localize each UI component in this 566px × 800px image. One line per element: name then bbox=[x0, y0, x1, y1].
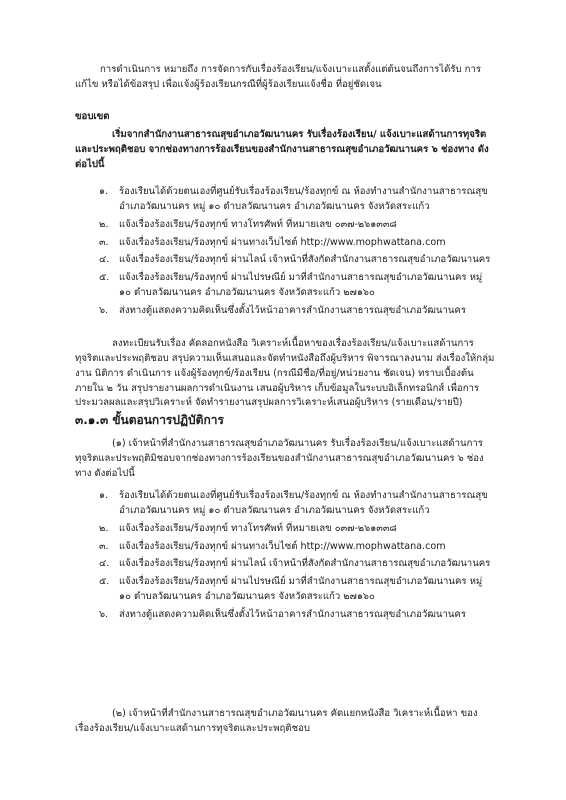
list-item-number: ๔. bbox=[99, 558, 110, 570]
intro-paragraph: การดำเนินการ หมายถึง การจัดการกับเรื่องร้องเรียน/แจ้งเบาะแสตั้งแต่ต้นจนถึงการได้รับ การ แก้ไข หรือได้ข้อสรุป เพื่อแจ้งผู้ร้องเรียนกรณีที่ผู้ร้องเรียนแจ้งชื่อ ที่อยู่ชัดเจน bbox=[75, 64, 482, 90]
list-item-text: ส่งทางตู้แสดงความคิดเห็นซึ่งตั้งไว้หน้าอาคารสำนักงานสาธารณสุขอำเภอวัฒนานคร bbox=[119, 305, 466, 317]
list-item-text: ร้องเรียนได้ด้วยตนเองที่ศูนย์รับเรื่องร้องเรียน/ร้องทุกข์ ณ ห้องทำงานสำนักงานสาธารณสุขอำเภอวัฒนานคร หมู่ ๑๐ ตำบลวัฒนานคร อำเภอวัฒนานคร จังหวัดสระแก้ว bbox=[119, 186, 488, 212]
list-item-text: แจ้งเรื่องร้องเรียน/ร้องทุกข์ ผ่านทางเว็บไซต์ http://www.mophwattana.com bbox=[119, 540, 446, 552]
scope-channel-list bbox=[99, 185, 494, 322]
procedure-step-1: (๑) เจ้าหน้าที่สำนักงานสาธารณสุขอำเภอวัฒนานคร รับเรื่องร้องเรียน/แจ้งเบาะแสด้านการทุจริตและประพฤติมิชอบจากช่องทางการร้องเรียนของสำนักงานสาธารณสุขอำเภอวัฒนานคร ๖ ช่องทาง ดังต่อไปนี้ bbox=[75, 438, 484, 479]
list-item-number: ๑. bbox=[99, 490, 109, 501]
list-item bbox=[99, 489, 494, 519]
list-item-number: ๓. bbox=[99, 236, 109, 248]
list-item-text: ร้องเรียนได้ด้วยตนเองที่ศูนย์รับเรื่องร้องเรียน/ร้องทุกข์ ณ ห้องทำงานสำนักงานสาธารณสุขอำเภอวัฒนานคร หมู่ ๑๐ ตำบลวัฒนานคร อำเภอวัฒนานคร จังหวัดสระแก้ว bbox=[119, 490, 488, 516]
register-paragraph: ลงทะเบียนรับเรื่อง คัดลอกหนังสือ วิเคราะห์เนื้อหาของเรื่องร้องเรียน/แจ้งเบาะแสด้านการ ทุจริตและประพฤติชอบ สรุปความเห็นเสนอและจัดทำหนังสือถึงผู้บริหาร พิจารณาลงนาม ส่งเรื่องให้กลุ่มงาน นิติการ ดำเนินการ แจ้งผู้ร้องทุกข์/ร้องเรียน (กรณีมีชื่อ/ที่อยู่/หน่วยงาน ชัดเจน) ทราบเบื้องต้นภายใน ๒ วัน สรุปรายงานผลการดำเนินงาน เสนอผู้บริหาร เก็บข้อมูลในระบบอิเล็กทรอนิกส์ เพื่อการ ประมวลผลและสรุปวิเคราะห์ จัดทำรายงานสรุปผลการวิเคราะห์เสนอผู้บริหาร (รายเดือน/รายปี) bbox=[75, 338, 495, 409]
list-item-text: แจ้งเรื่องร้องเรียน/ร้องทุกข์ ผ่านทางเว็บไซต์ http://www.mophwattana.com bbox=[119, 236, 446, 248]
list-item-text: แจ้งเรื่องร้องเรียน/ร้องทุกข์ ผ่านไปรษณีย์ มาที่สำนักงานสาธารณสุขอำเภอวัฒนานคร หมู่ ๑๐ ตำบลวัฒนานคร อำเภอวัฒนานคร จังหวัดสระแก้ว ๒๗๑๖๐ bbox=[119, 272, 483, 299]
list-item-text: แจ้งเรื่องร้องเรียน/ร้องทุกข์ ผ่านไลน์ เจ้าหน้าที่สังกัดสำนักงานสาธารณสุขอำเภอวัฒนานคร bbox=[119, 558, 491, 570]
list-item bbox=[99, 304, 494, 319]
scope-paragraph: เริ่มจากสำนักงานสาธารณสุขอำเภอวัฒนานคร รับเรื่องร้องเรียน/ แจ้งเบาะแสด้านการทุจริตและประพฤติชอบ จากช่องทางการร้องเรียนของสำนักงานสาธารณสุขอำเภอวัฒนานคร ๖ ช่องทาง ดังต่อไปนี้ bbox=[75, 129, 489, 170]
procedure-step-2: (๒) เจ้าหน้าที่สำนักงานสาธารณสุขอำเภอวัฒนานคร คัดแยกหนังสือ วิเคราะห์เนื้อหา ของเรื่องร้องเรียน/แจ้งเบาะแสด้านการทุจริตและประพฤติชอบ bbox=[75, 708, 478, 734]
list-item bbox=[99, 540, 494, 555]
list-item bbox=[99, 575, 494, 605]
scope-heading: ขอบเขต bbox=[75, 111, 110, 122]
list-item bbox=[99, 185, 494, 215]
list-item-number: ๔. bbox=[99, 254, 110, 266]
list-item-number: ๓. bbox=[99, 540, 109, 552]
list-item bbox=[99, 253, 494, 268]
list-item-text: แจ้งเรื่องร้องเรียน/ร้องทุกข์ ผ่านไลน์ เจ้าหน้าที่สังกัดสำนักงานสาธารณสุขอำเภอวัฒนานคร bbox=[119, 254, 491, 266]
list-item bbox=[99, 608, 494, 623]
list-item-number: ๕. bbox=[99, 576, 110, 588]
list-item bbox=[99, 271, 494, 301]
list-item-number: ๖. bbox=[99, 305, 109, 317]
list-item-number: ๒. bbox=[99, 522, 109, 534]
list-item-text: แจ้งเรื่องร้องเรียน/ร้องทุกข์ ทางโทรศัพท์ ที่หมายเลข ๐๓๗-๒๖๑๓๓๘ bbox=[119, 522, 397, 534]
list-item-number: ๑. bbox=[99, 186, 109, 197]
list-item bbox=[99, 236, 494, 251]
list-item bbox=[99, 218, 494, 233]
list-item-text: แจ้งเรื่องร้องเรียน/ร้องทุกข์ ทางโทรศัพท์ ที่หมายเลข ๐๓๗-๒๖๑๓๓๘ bbox=[119, 218, 397, 230]
list-item bbox=[99, 522, 494, 537]
list-item-text: แจ้งเรื่องร้องเรียน/ร้องทุกข์ ผ่านไปรษณีย์ มาที่สำนักงานสาธารณสุขอำเภอวัฒนานคร หมู่ ๑๐ ตำบลวัฒนานคร อำเภอวัฒนานคร จังหวัดสระแก้ว ๒๗๑๖๐ bbox=[119, 576, 483, 603]
procedure-channel-list bbox=[99, 489, 494, 626]
list-item-number: ๖. bbox=[99, 609, 109, 621]
list-item-number: ๒. bbox=[99, 218, 109, 230]
list-item-text: ส่งทางตู้แสดงความคิดเห็นซึ่งตั้งไว้หน้าอาคารสำนักงานสาธารณสุขอำเภอวัฒนานคร bbox=[119, 609, 466, 621]
list-item-number: ๕. bbox=[99, 272, 110, 284]
list-item bbox=[99, 557, 494, 572]
procedure-heading: ๓.๑.๓ ขั้นตอนการปฏิบัติการ bbox=[75, 413, 224, 427]
